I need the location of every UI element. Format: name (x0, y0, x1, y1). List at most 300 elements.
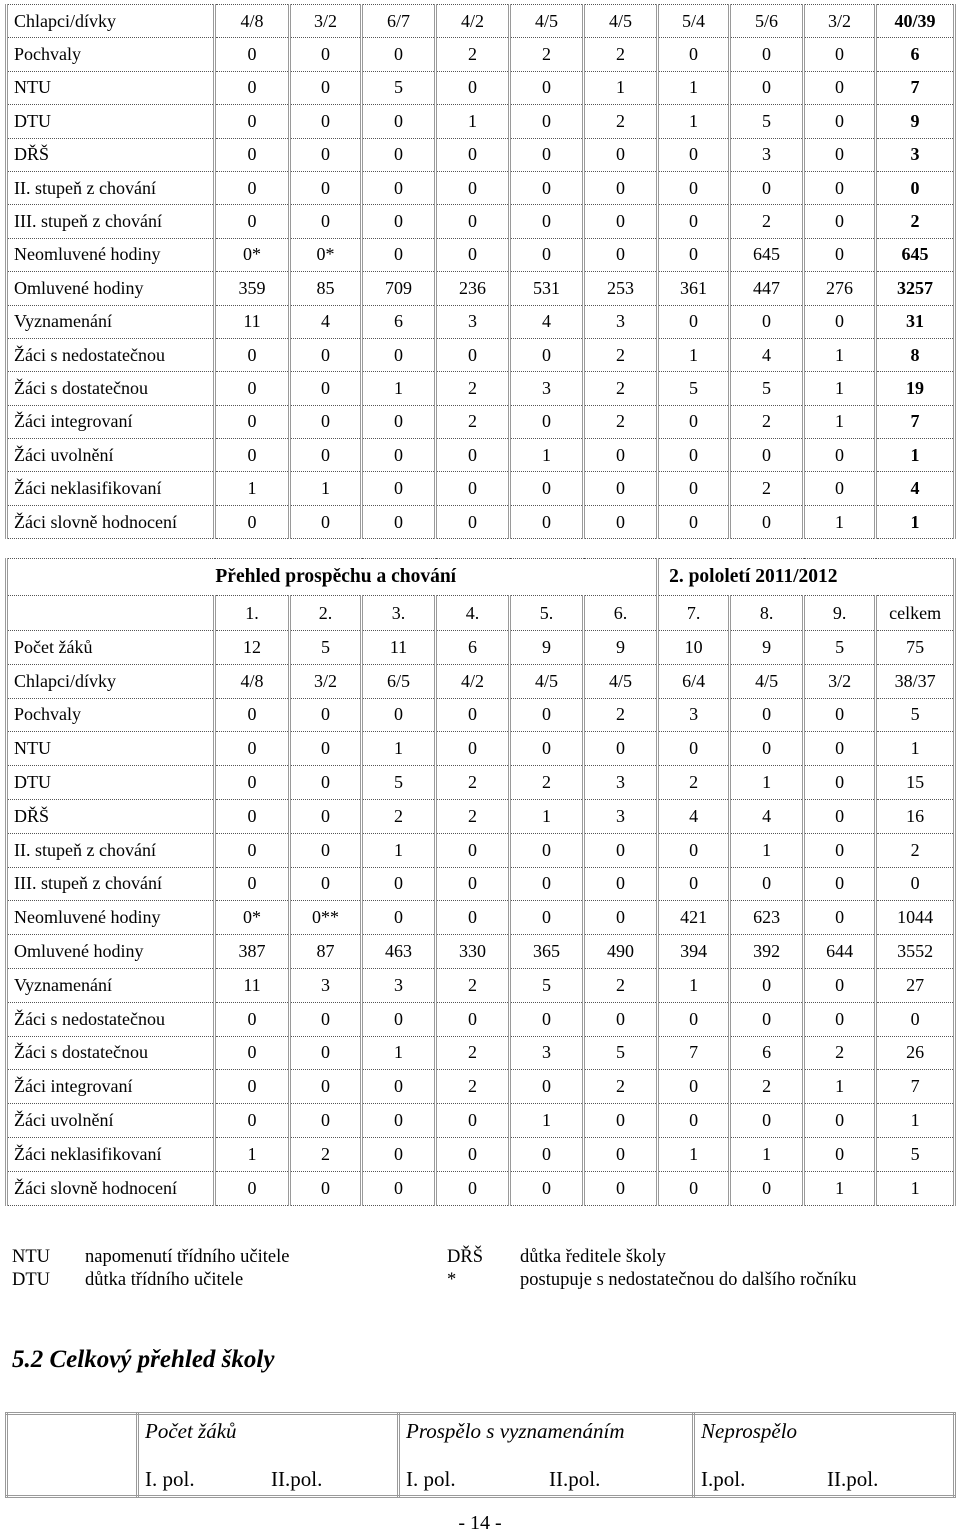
grade-value-cell: 1 (658, 338, 730, 371)
grade-value-cell: 0 (215, 1104, 290, 1138)
grade-value-cell: 12 (215, 631, 290, 665)
grade-value-cell: 0 (436, 205, 510, 238)
column-header: 1. (215, 596, 290, 631)
total-cell: 2 (876, 205, 955, 238)
grade-value-cell: 0 (584, 472, 658, 505)
table-row (7, 71, 955, 104)
grade-value-cell: 0 (584, 1171, 658, 1205)
grade-value-cell: 2 (436, 38, 510, 71)
legend-desc: důtka ředitele školy (520, 1247, 666, 1267)
grade-value-cell: 0 (215, 171, 290, 204)
grade-value-cell: 1 (362, 732, 436, 766)
grade-value-cell: 0 (584, 238, 658, 271)
summary-subheader: II.pol. (549, 1467, 601, 1491)
grade-value-cell: 0 (730, 968, 804, 1002)
total-cell: 75 (876, 631, 955, 665)
grade-value-cell: 0 (362, 338, 436, 371)
page-number: - 14 - (458, 1512, 502, 1534)
grade-value-cell: 0 (362, 205, 436, 238)
grade-value-cell: 0 (290, 1070, 362, 1104)
grade-value-cell: 4 (290, 305, 362, 338)
total-cell: 27 (876, 968, 955, 1002)
grade-value-cell: 0 (658, 171, 730, 204)
total-cell: 7 (876, 405, 955, 438)
table-row (7, 338, 955, 371)
grade-value-cell: 0 (510, 1002, 584, 1036)
row-label: III. stupeň z chování (7, 205, 215, 238)
summary-subheader: I.pol. (701, 1467, 746, 1491)
grade-value-cell: 0 (362, 439, 436, 472)
grade-value-cell: 2 (510, 38, 584, 71)
row-label: II. stupeň z chování (7, 171, 215, 204)
grade-value-cell: 2 (584, 38, 658, 71)
grade-value-cell: 0 (658, 238, 730, 271)
grade-value-cell: 5 (362, 71, 436, 104)
row-label: DŘŠ (7, 138, 215, 171)
grade-value-cell: 490 (584, 935, 658, 969)
section-heading: 5.2 Celkový přehled školy (12, 1346, 275, 1373)
grade-value-cell: 236 (436, 272, 510, 305)
grade-value-cell: 0 (215, 732, 290, 766)
table-row (7, 305, 955, 338)
grade-value-cell: 0 (510, 833, 584, 867)
grade-value-cell: 0* (215, 901, 290, 935)
grade-value-cell: 0 (730, 439, 804, 472)
legend-abbr: DTU (12, 1270, 51, 1290)
grade-value-cell: 365 (510, 935, 584, 969)
grade-value-cell: 0* (215, 238, 290, 271)
grade-value-cell: 2 (436, 1036, 510, 1070)
grade-value-cell: 11 (215, 968, 290, 1002)
summary-group (399, 1414, 694, 1497)
table-row (7, 205, 955, 238)
table-row (7, 833, 955, 867)
grade-value-cell: 0 (584, 1104, 658, 1138)
grade-value-cell: 3 (510, 372, 584, 405)
row-label: Vyznamenání (7, 305, 215, 338)
grade-value-cell: 6 (362, 305, 436, 338)
grade-value-cell: 0 (510, 1070, 584, 1104)
table-title: Přehled prospěchu a chování (7, 559, 658, 596)
grade-value-cell: 1 (730, 1137, 804, 1171)
grade-value-cell: 4/5 (730, 664, 804, 698)
row-label: Chlapci/dívky (7, 5, 215, 38)
grade-value-cell: 0 (362, 405, 436, 438)
grade-value-cell: 5 (362, 766, 436, 800)
grade-value-cell: 0 (584, 1137, 658, 1171)
summary-subheaders (400, 1463, 692, 1495)
grade-value-cell: 0 (510, 405, 584, 438)
total-cell: 3 (876, 138, 955, 171)
grade-value-cell: 0 (730, 1002, 804, 1036)
grade-value-cell: 0 (362, 1171, 436, 1205)
grade-value-cell: 0 (215, 372, 290, 405)
total-cell: 1 (876, 505, 955, 538)
grade-value-cell: 0 (290, 405, 362, 438)
grade-value-cell: 2 (436, 766, 510, 800)
grade-value-cell: 0 (730, 1104, 804, 1138)
row-label: Žáci s dostatečnou (7, 372, 215, 405)
grade-value-cell: 1 (510, 439, 584, 472)
column-header: 6. (584, 596, 658, 631)
grade-value-cell: 0 (436, 171, 510, 204)
grade-value-cell: 0 (730, 38, 804, 71)
grade-value-cell: 0 (436, 732, 510, 766)
grade-value-cell: 4/2 (436, 5, 510, 38)
grade-value-cell: 0 (804, 968, 876, 1002)
grade-value-cell: 3 (290, 968, 362, 1002)
grade-value-cell: 1 (658, 71, 730, 104)
row-label: Žáci integrovaní (7, 1070, 215, 1104)
grade-value-cell: 2 (584, 338, 658, 371)
grade-value-cell: 0 (362, 867, 436, 901)
grade-value-cell: 4/5 (584, 664, 658, 698)
grade-value-cell: 0 (290, 71, 362, 104)
grade-value-cell: 11 (215, 305, 290, 338)
grade-value-cell: 0 (436, 1104, 510, 1138)
grade-value-cell: 3/2 (290, 5, 362, 38)
grade-value-cell: 0 (362, 1002, 436, 1036)
grade-value-cell: 0 (362, 38, 436, 71)
grade-value-cell: 2 (436, 799, 510, 833)
grade-value-cell: 0 (215, 1002, 290, 1036)
grade-value-cell: 0 (730, 732, 804, 766)
grade-value-cell: 0 (290, 138, 362, 171)
grade-value-cell: 4/5 (584, 5, 658, 38)
grade-value-cell: 0 (510, 1137, 584, 1171)
grade-value-cell: 0 (510, 238, 584, 271)
grade-value-cell: 0 (804, 1137, 876, 1171)
grade-value-cell: 0 (804, 1104, 876, 1138)
grade-value-cell: 6/4 (658, 664, 730, 698)
table-row (7, 105, 955, 138)
legend-row (12, 1269, 952, 1292)
column-header: 5. (510, 596, 584, 631)
grade-value-cell: 0 (584, 505, 658, 538)
grade-value-cell: 87 (290, 935, 362, 969)
grade-value-cell: 3 (584, 799, 658, 833)
grade-value-cell: 1 (362, 1036, 436, 1070)
grade-value-cell: 0 (215, 439, 290, 472)
total-cell: 1 (876, 732, 955, 766)
summary-group-title: Prospělo s vyznamenáním (406, 1419, 625, 1443)
table-row (7, 631, 955, 665)
grade-value-cell: 0 (510, 867, 584, 901)
grade-value-cell: 0 (510, 105, 584, 138)
legend-desc: napomenutí třídního učitele (85, 1247, 290, 1267)
grade-value-cell: 0 (215, 1036, 290, 1070)
grade-value-cell: 0 (658, 505, 730, 538)
grade-value-cell: 0 (804, 698, 876, 732)
total-cell: 8 (876, 338, 955, 371)
grade-value-cell: 0 (290, 698, 362, 732)
grade-value-cell: 0 (510, 901, 584, 935)
table-row (7, 505, 955, 538)
row-label: Žáci s nedostatečnou (7, 1002, 215, 1036)
summary-row (7, 1414, 955, 1497)
grade-value-cell: 253 (584, 272, 658, 305)
summary-subheader: I. pol. (406, 1467, 456, 1491)
grade-value-cell: 2 (730, 205, 804, 238)
grade-value-cell: 2 (290, 1137, 362, 1171)
row-label: Žáci neklasifikovaní (7, 1137, 215, 1171)
table-row (7, 405, 955, 438)
summary-table (5, 1412, 956, 1498)
grade-value-cell: 0 (804, 867, 876, 901)
total-cell: 3257 (876, 272, 955, 305)
grade-value-cell: 0 (290, 833, 362, 867)
grade-value-cell: 0 (436, 338, 510, 371)
total-cell: 0 (876, 171, 955, 204)
grade-value-cell: 5 (290, 631, 362, 665)
summary-subheader: II.pol. (827, 1467, 879, 1491)
grade-value-cell: 0 (215, 71, 290, 104)
grade-value-cell: 3 (436, 305, 510, 338)
grade-value-cell: 4 (658, 799, 730, 833)
total-cell: 1 (876, 1171, 955, 1205)
grade-value-cell: 9 (510, 631, 584, 665)
row-label: Pochvaly (7, 38, 215, 71)
total-cell: 38/37 (876, 664, 955, 698)
table-row (7, 272, 955, 305)
grade-value-cell: 0 (658, 1104, 730, 1138)
summary-group (694, 1414, 955, 1497)
total-cell: 645 (876, 238, 955, 271)
row-label: Počet žáků (7, 631, 215, 665)
grade-value-cell: 0 (290, 105, 362, 138)
grade-value-cell: 2 (584, 968, 658, 1002)
grade-value-cell: 9 (584, 631, 658, 665)
grade-value-cell: 0 (510, 71, 584, 104)
row-label: Žáci slovně hodnocení (7, 505, 215, 538)
grade-value-cell: 5 (584, 1036, 658, 1070)
grade-value-cell: 4/5 (510, 664, 584, 698)
total-cell: 4 (876, 472, 955, 505)
grade-value-cell: 0 (804, 1002, 876, 1036)
grade-value-cell: 0 (215, 405, 290, 438)
grade-value-cell: 0 (658, 138, 730, 171)
grade-value-cell: 85 (290, 272, 362, 305)
table-first-semester-body (7, 5, 955, 539)
grade-value-cell: 0 (804, 71, 876, 104)
grade-value-cell: 0 (362, 238, 436, 271)
grade-value-cell: 1 (215, 472, 290, 505)
grade-value-cell: 0 (436, 472, 510, 505)
grade-value-cell: 1 (804, 1070, 876, 1104)
grade-value-cell: 5/4 (658, 5, 730, 38)
grade-value-cell: 2 (436, 405, 510, 438)
grade-value-cell: 0 (804, 833, 876, 867)
grade-value-cell: 1 (362, 372, 436, 405)
grade-value-cell: 4 (730, 799, 804, 833)
grade-value-cell: 0 (730, 305, 804, 338)
grade-value-cell: 0 (362, 1137, 436, 1171)
grade-value-cell: 0 (436, 1137, 510, 1171)
table-row (7, 901, 955, 935)
grade-value-cell: 421 (658, 901, 730, 935)
grade-value-cell: 0 (804, 439, 876, 472)
grade-value-cell: 4/8 (215, 5, 290, 38)
grade-value-cell: 0 (215, 338, 290, 371)
grade-value-cell: 0 (436, 1171, 510, 1205)
row-label: Žáci integrovaní (7, 405, 215, 438)
grade-value-cell: 0 (584, 901, 658, 935)
grade-value-cell: 0 (290, 1104, 362, 1138)
row-label: Žáci s dostatečnou (7, 1036, 215, 1070)
grade-value-cell: 0 (510, 472, 584, 505)
grade-value-cell: 0 (730, 71, 804, 104)
grade-value-cell: 0 (215, 205, 290, 238)
grade-value-cell: 0 (510, 138, 584, 171)
grade-value-cell: 0 (290, 205, 362, 238)
summary-subheader: II.pol. (271, 1467, 323, 1491)
grade-value-cell: 0 (658, 1070, 730, 1104)
abbreviation-legend (12, 1246, 952, 1292)
grade-value-cell: 645 (730, 238, 804, 271)
grade-value-cell: 0 (804, 305, 876, 338)
total-cell: 2 (876, 833, 955, 867)
grade-value-cell: 0 (804, 205, 876, 238)
grade-value-cell: 463 (362, 935, 436, 969)
table-row (7, 138, 955, 171)
row-label: Žáci uvolnění (7, 439, 215, 472)
grade-value-cell: 330 (436, 935, 510, 969)
table-title-row (7, 559, 955, 596)
grade-value-cell: 0 (584, 439, 658, 472)
column-header: 8. (730, 596, 804, 631)
table-row (7, 1137, 955, 1171)
grade-value-cell: 1 (290, 472, 362, 505)
total-cell: 15 (876, 766, 955, 800)
total-cell: 5 (876, 1137, 955, 1171)
grade-value-cell: 1 (658, 968, 730, 1002)
grade-value-cell: 0 (730, 1171, 804, 1205)
total-cell: 6 (876, 38, 955, 71)
grade-value-cell: 5 (804, 631, 876, 665)
grade-value-cell: 0 (658, 439, 730, 472)
column-header: 4. (436, 596, 510, 631)
grade-value-cell: 3/2 (804, 5, 876, 38)
table-row (7, 238, 955, 271)
grade-value-cell: 0 (290, 1002, 362, 1036)
grade-value-cell: 0 (290, 338, 362, 371)
table-second-semester-body (7, 559, 955, 1206)
grade-value-cell: 2 (510, 766, 584, 800)
grade-value-cell: 0 (584, 171, 658, 204)
grade-value-cell: 0 (804, 766, 876, 800)
table-row (7, 1104, 955, 1138)
grade-value-cell: 1 (804, 505, 876, 538)
grade-value-cell: 0 (436, 71, 510, 104)
grade-value-cell: 0 (290, 372, 362, 405)
grade-value-cell: 387 (215, 935, 290, 969)
column-header: 2. (290, 596, 362, 631)
grade-value-cell: 0 (290, 171, 362, 204)
table-row (7, 472, 955, 505)
total-cell: 0 (876, 1002, 955, 1036)
grade-value-cell: 0 (658, 1171, 730, 1205)
row-label: NTU (7, 732, 215, 766)
table-row (7, 799, 955, 833)
grade-value-cell: 3/2 (804, 664, 876, 698)
grade-value-cell: 2 (362, 799, 436, 833)
grade-value-cell: 0 (436, 833, 510, 867)
grade-value-cell: 0 (215, 105, 290, 138)
grade-value-cell: 7 (658, 1036, 730, 1070)
grade-value-cell: 0 (584, 205, 658, 238)
grade-value-cell: 0 (436, 901, 510, 935)
grade-value-cell: 0 (362, 105, 436, 138)
grade-value-cell: 0 (215, 766, 290, 800)
grade-value-cell: 10 (658, 631, 730, 665)
grade-value-cell: 361 (658, 272, 730, 305)
grade-value-cell: 4 (730, 338, 804, 371)
grade-value-cell: 5 (510, 968, 584, 1002)
row-label: Omluvené hodiny (7, 272, 215, 305)
row-label: DTU (7, 105, 215, 138)
row-label: Žáci slovně hodnocení (7, 1171, 215, 1205)
grade-value-cell: 6 (436, 631, 510, 665)
grade-value-cell: 359 (215, 272, 290, 305)
column-header: 3. (362, 596, 436, 631)
grade-value-cell: 1 (804, 338, 876, 371)
grade-value-cell: 0 (804, 138, 876, 171)
grade-value-cell: 0 (215, 867, 290, 901)
grade-value-cell: 2 (730, 1070, 804, 1104)
grade-value-cell: 3/2 (290, 664, 362, 698)
grade-value-cell: 0 (804, 105, 876, 138)
grade-value-cell: 0 (436, 867, 510, 901)
grade-value-cell: 0 (510, 732, 584, 766)
grade-value-cell: 0 (436, 1002, 510, 1036)
grade-value-cell: 0 (584, 833, 658, 867)
total-cell: 16 (876, 799, 955, 833)
grade-value-cell: 0** (290, 901, 362, 935)
table-second-semester (5, 558, 956, 1206)
grade-value-cell: 0 (290, 732, 362, 766)
total-cell: 1 (876, 1104, 955, 1138)
grade-value-cell: 0 (510, 171, 584, 204)
grade-value-cell: 0 (436, 439, 510, 472)
grade-value-cell: 2 (436, 1070, 510, 1104)
grade-value-cell: 0 (290, 38, 362, 71)
total-cell: 26 (876, 1036, 955, 1070)
grade-value-cell: 1 (804, 405, 876, 438)
grade-value-cell: 0 (215, 833, 290, 867)
grade-value-cell: 2 (730, 472, 804, 505)
grade-value-cell: 1 (436, 105, 510, 138)
total-cell: 1044 (876, 901, 955, 935)
grade-value-cell: 3 (584, 766, 658, 800)
table-first-semester (5, 4, 956, 539)
grade-value-cell: 2 (436, 968, 510, 1002)
grade-value-cell: 0 (804, 238, 876, 271)
grade-value-cell: 1 (730, 833, 804, 867)
row-label: Neomluvené hodiny (7, 238, 215, 271)
grade-value-cell: 2 (584, 105, 658, 138)
grade-value-cell: 0 (804, 901, 876, 935)
grade-value-cell: 11 (362, 631, 436, 665)
grade-value-cell: 0 (215, 138, 290, 171)
grade-value-cell: 3 (584, 305, 658, 338)
table-row (7, 732, 955, 766)
summary-subheaders (139, 1463, 397, 1495)
legend-desc: důtka třídního učitele (85, 1270, 244, 1290)
grade-value-cell: 0 (362, 171, 436, 204)
grade-value-cell: 4/8 (215, 664, 290, 698)
summary-blank-cell (7, 1414, 138, 1497)
grade-value-cell: 5 (730, 105, 804, 138)
